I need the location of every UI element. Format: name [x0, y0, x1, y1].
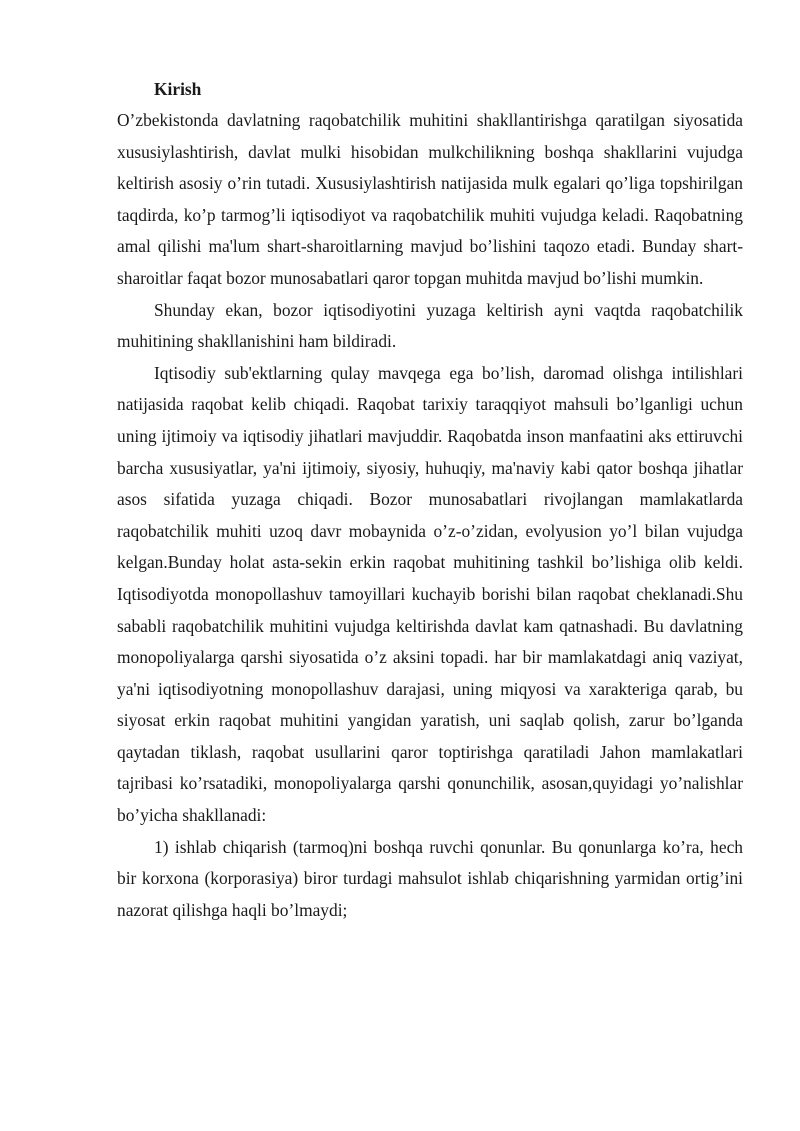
document-body [117, 74, 743, 926]
paragraph-competition: Iqtisodiy sub'ektlarning qulay mavqega ega bo’lish, daromad olishga intilishlari natijasida raqobat kelib chiqadi. Raqobat tarixiy taraqqiyot mahsuli bo’lganligi uchun uning ijtimoiy va iqtisodiy jihatlari mavjuddir. Raqobatda inson manfaatini aks ettiruvchi barcha xususiyatlar, ya'ni ijtimoiy, siyosiy, huhuqiy, ma'naviy kabi qator boshqa jihatlar asos sifatida yuzaga chiqadi. Bozor munosabatlari rivojlangan mamlakatlarda raqobatchilik muhiti uzoq davr mobaynida o’z-o’zidan, evolyusion yo’l bilan vujudga kelgan.Bunday holat asta-sekin erkin raqobat muhitining tashkil bo’lishiga olib keldi. Iqtisodiyotda monopollashuv tamoyillari kuchayib borishi bilan raqobat cheklanadi.Shu sababli raqobatchilik muhitini vujudga keltirishda davlat kam qatnashadi. Bu davlatning monopoliyalarga qarshi siyosatida o’z aksini topadi. har bir mamlakatdagi aniq vaziyat, ya'ni iqtisodiyotning monopollashuv darajasi, uning miqyosi va xarakteriga qarab, bu siyosat erkin raqobat muhitini yangidan yaratish, uni saqlab qolish, zarur bo’lganda qaytadan tiklash, raqobat usullarini qaror toptirishga qaratiladi Jahon mamlakatlari tajribasi ko’rsatadiki, monopoliyalarga qarshi qonunchilik, asosan,quyidagi yo’nalishlar bo’yicha shakllanadi: [117, 362, 743, 826]
paragraph-intro: O’zbekistonda davlatning raqobatchilik muhitini shakllantirishga qaratilgan siyosatida xususiylashtirish, davlat mulki hisobidan mulkchilikning boshqa shakllarini vujudga keltirish asosiy o’rin tutadi. Xususiylashtirish natijasida mulk egalari qo’liga topshirilgan taqdirda, ko’p tarmog’li iqtisodiyot va raqobatchilik muhiti vujudga keladi. Raqobatning amal qilishi ma'lum shart-sharoitlarning mavjud bo’lishini taqozo etadi. Bunday shart-sharoitlar faqat bozor munosabatlari qaror topgan muhitda mavjud bo’lishi mumkin. [117, 110, 743, 288]
paragraph-list-item-1: 1) ishlab chiqarish (tarmoq)ni boshqa ruvchi qonunlar. Bu qonunlarga ko’ra, hech bir korxona (korporasiya) biror turdagi mahsulot ishlab chiqarishning yarmidan ortig’ini nazorat qilishga haqli bo’lmaydi; [117, 836, 743, 920]
paragraph-market-economy: Shunday ekan, bozor iqtisodiyotini yuzaga keltirish ayni vaqtda raqobatchilik muhitining shakllanishini ham bildiradi. [117, 299, 743, 352]
section-heading: Kirish [154, 79, 202, 99]
